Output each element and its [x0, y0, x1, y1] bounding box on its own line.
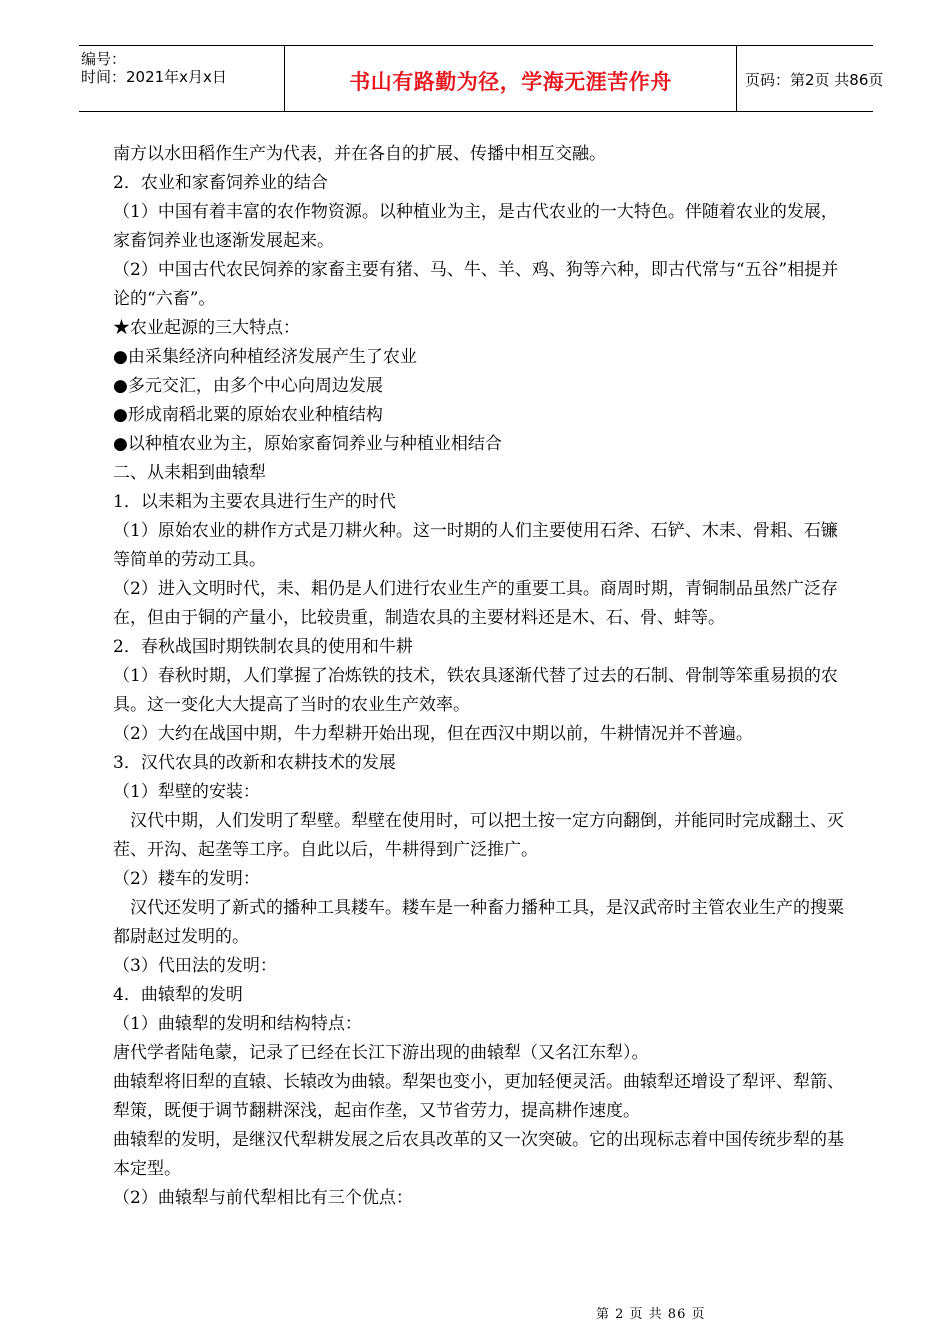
page-footer: 第 2 页 共 86 页 [596, 1307, 706, 1322]
paragraph: （2）进入文明时代，耒、耜仍是人们进行农业生产的重要工具。商周时期，青铜制品虽然广泛存在，但由于铜的产量小，比较贵重，制造农具的主要材料还是木、石、骨、蚌等。 [113, 579, 838, 628]
paragraph: 唐代学者陆龟蒙，记录了已经在长江下游出现的曲辕犁（又名江东犁）。 [113, 1043, 649, 1063]
subsection-heading: （1）曲辕犁的发明和结构特点： [113, 1014, 362, 1034]
document-body [113, 140, 848, 1213]
highlight-heading: ★农业起源的三大特点： [113, 318, 300, 338]
chapter-heading: 二、从耒耜到曲辕犁 [113, 463, 266, 483]
subsection-heading: （3）代田法的发明： [113, 956, 277, 976]
header-meta [79, 46, 284, 111]
subsection-heading: （1）犁壁的安装： [113, 782, 260, 802]
section-heading: 2．春秋战国时期铁制农具的使用和牛耕 [113, 637, 413, 657]
paragraph: 汉代还发明了新式的播种工具耧车。耧车是一种畜力播种工具，是汉武帝时主管农业生产的搜粟都尉赵过发明的。 [113, 898, 844, 947]
paragraph: 曲辕犁的发明，是继汉代犁耕发展之后农具改革的又一次突破。它的出现标志着中国传统步犁的基本定型。 [113, 1130, 844, 1179]
paragraph: （1）原始农业的耕作方式是刀耕火种。这一时期的人们主要使用石斧、石铲、木耒、骨耜、石镰等简单的劳动工具。 [113, 521, 838, 570]
paragraph: （2）大约在战国中期，牛力犁耕开始出现，但在西汉中期以前，牛耕情况并不普遍。 [113, 724, 753, 744]
paragraph: 汉代中期，人们发明了犁壁。犁壁在使用时，可以把土按一定方向翻倒，并能同时完成翻土、灭茬、开沟、起垄等工序。自此以后，牛耕得到广泛推广。 [113, 811, 844, 860]
page-header [79, 45, 884, 112]
section-heading: 4．曲辕犁的发明 [113, 985, 243, 1005]
paragraph: （1）中国有着丰富的农作物资源。以种植业为主，是古代农业的一大特色。伴随着农业的发展，家畜饲养业也逐渐发展起来。 [113, 202, 838, 251]
section-heading: 1．以耒耜为主要农具进行生产的时代 [113, 492, 396, 512]
section-heading: 3．汉代农具的改新和农耕技术的发展 [113, 753, 396, 773]
header-motto-cell [284, 46, 737, 111]
bullet-item: ●多元交汇，由多个中心向周边发展 [113, 376, 383, 396]
subsection-heading: （2）耧车的发明： [113, 869, 260, 889]
header-time-label: 时间：2021年x月x日 [81, 68, 227, 86]
subsection-heading: （2）曲辕犁与前代犁相比有三个优点： [113, 1188, 413, 1208]
paragraph: 南方以水田稻作生产为代表，并在各自的扩展、传播中相互交融。 [113, 144, 606, 164]
paragraph: （1）春秋时期，人们掌握了冶炼铁的技术，铁农具逐渐代替了过去的石制、骨制等笨重易损的农具。这一变化大大提高了当时的农业生产效率。 [113, 666, 838, 715]
section-heading: 2．农业和家畜饲养业的结合 [113, 173, 328, 193]
header-number-label: 编号： [81, 50, 127, 68]
bullet-item: ●由采集经济向种植经济发展产生了农业 [113, 347, 417, 367]
paragraph: 曲辕犁将旧犁的直辕、长辕改为曲辕。犁架也变小，更加轻便灵活。曲辕犁还增设了犁评、犁箭、犁策，既便于调节翻耕深浅，起亩作垄，又节省劳力，提高耕作速度。 [113, 1072, 844, 1121]
bullet-item: ●以种植农业为主，原始家畜饲养业与种植业相结合 [113, 434, 502, 454]
bullet-item: ●形成南稻北粟的原始农业种植结构 [113, 405, 383, 425]
paragraph: （2）中国古代农民饲养的家畜主要有猪、马、牛、羊、鸡、狗等六种，即古代常与“五谷”相提并论的“六畜”。 [113, 260, 839, 309]
header-motto: 书山有路勤为径，学海无涯苦作舟 [349, 70, 672, 94]
header-page-info: 页码：第2页 共86页 [745, 71, 884, 89]
